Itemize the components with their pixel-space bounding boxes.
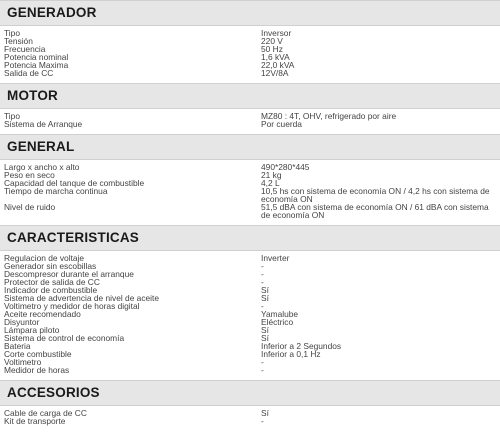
spec-label: Potencia Maxima [4, 60, 69, 70]
section-general [0, 134, 500, 225]
spec-value: Inverter [261, 253, 290, 263]
spec-label: Salida de CC [4, 68, 54, 78]
spec-row [0, 203, 500, 219]
spec-label: Aceite recomendado [4, 309, 81, 319]
spec-label: Tipo [4, 111, 20, 121]
spec-label: Tiempo de marcha continua [4, 186, 108, 196]
spec-label: Corte combustible [4, 349, 72, 359]
spec-row [0, 310, 500, 318]
spec-value: 220 V [261, 36, 283, 46]
spec-label: Generador sin escobillas [4, 261, 97, 271]
spec-row [0, 29, 500, 37]
spec-value: 4,2 L [261, 178, 280, 188]
section-title: CARACTERISTICAS [0, 225, 500, 251]
spec-label: Tipo [4, 28, 20, 38]
spec-value: Yamalube [261, 309, 299, 319]
spec-label: Indicador de combustible [4, 285, 98, 295]
spec-value: 1,6 kVA [261, 52, 290, 62]
spec-row [0, 358, 500, 366]
spec-label: Capacidad del tanque de combustible [4, 178, 145, 188]
spec-value: - [261, 365, 264, 375]
spec-label: Peso en seco [4, 170, 55, 180]
section-title: GENERADOR [0, 0, 500, 26]
spec-value: Por cuerda [261, 119, 302, 129]
section-title: MOTOR [0, 83, 500, 109]
spec-value: Sí [261, 333, 269, 343]
spec-value: 50 Hz [261, 44, 283, 54]
spec-row [0, 53, 500, 61]
spec-value: 490*280*445 [261, 162, 310, 172]
spec-label: Voltimetro [4, 357, 42, 367]
spec-row [0, 61, 500, 69]
spec-row [0, 409, 500, 417]
spec-label: Lámpara piloto [4, 325, 60, 335]
spec-label: Protector de salida de CC [4, 277, 100, 287]
spec-value: - [261, 357, 264, 367]
spec-row [0, 163, 500, 171]
spec-label: Sistema de control de economía [4, 333, 125, 343]
spec-value: 12V/8A [261, 68, 289, 78]
spec-label: Disyuntor [4, 317, 40, 327]
spec-label: Tensión [4, 36, 33, 46]
spec-value: 10,5 hs con sistema de economía ON / 4,2 hs con sistema de economía ON [261, 186, 490, 204]
spec-value: Sí [261, 325, 269, 335]
spec-row [0, 69, 500, 77]
spec-row [0, 120, 500, 128]
spec-table [0, 112, 500, 128]
spec-value: - [261, 301, 264, 311]
spec-value: 51,5 dBA con sistema de economía ON / 61 dBA con sistema de economía ON [261, 202, 489, 220]
spec-value: - [261, 277, 264, 287]
spec-label: Kit de transporte [4, 416, 66, 426]
spec-row [0, 45, 500, 53]
spec-value: MZ80 : 4T, OHV, refrigerado por aire [261, 111, 397, 121]
section-title: ACCESORIOS [0, 380, 500, 406]
spec-label: Largo x ancho x alto [4, 162, 80, 172]
spec-value: Sí [261, 293, 269, 303]
section-caracteristicas [0, 225, 500, 380]
spec-row [0, 187, 500, 203]
spec-value: Eléctrico [261, 317, 294, 327]
spec-table [0, 409, 500, 425]
spec-row [0, 350, 500, 358]
spec-label: Potencia nominal [4, 52, 69, 62]
spec-value: Sí [261, 285, 269, 295]
spec-label: Sistema de advertencia de nivel de aceite [4, 293, 160, 303]
spec-value: - [261, 416, 264, 426]
spec-row [0, 37, 500, 45]
section-title: GENERAL [0, 134, 500, 160]
section-accesorios [0, 380, 500, 425]
section-motor [0, 83, 500, 134]
spec-label: Medidor de horas [4, 365, 70, 375]
spec-label: Nivel de ruido [4, 202, 56, 212]
spec-row [0, 366, 500, 374]
spec-label: Cable de carga de CC [4, 408, 87, 418]
spec-label: Sistema de Arranque [4, 119, 83, 129]
spec-row [0, 334, 500, 342]
spec-table [0, 29, 500, 77]
spec-value: - [261, 269, 264, 279]
spec-value: 21 kg [261, 170, 282, 180]
spec-table [0, 254, 500, 374]
spec-value: 22,0 kVA [261, 60, 295, 70]
spec-value: Inferior a 2 Segundos [261, 341, 342, 351]
spec-value: Inversor [261, 28, 292, 38]
spec-row [0, 417, 500, 425]
spec-value: - [261, 261, 264, 271]
spec-label: Voltimetro y medidor de horas digital [4, 301, 140, 311]
spec-value: Inferior a 0,1 Hz [261, 349, 321, 359]
spec-row [0, 342, 500, 350]
spec-label: Bateria [4, 341, 31, 351]
spec-label: Descompresor durante el arranque [4, 269, 134, 279]
spec-row [0, 318, 500, 326]
spec-label: Regulacion de voltaje [4, 253, 85, 263]
spec-table [0, 163, 500, 219]
section-generador [0, 0, 500, 83]
spec-value: Sí [261, 408, 269, 418]
spec-label: Frecuencia [4, 44, 46, 54]
